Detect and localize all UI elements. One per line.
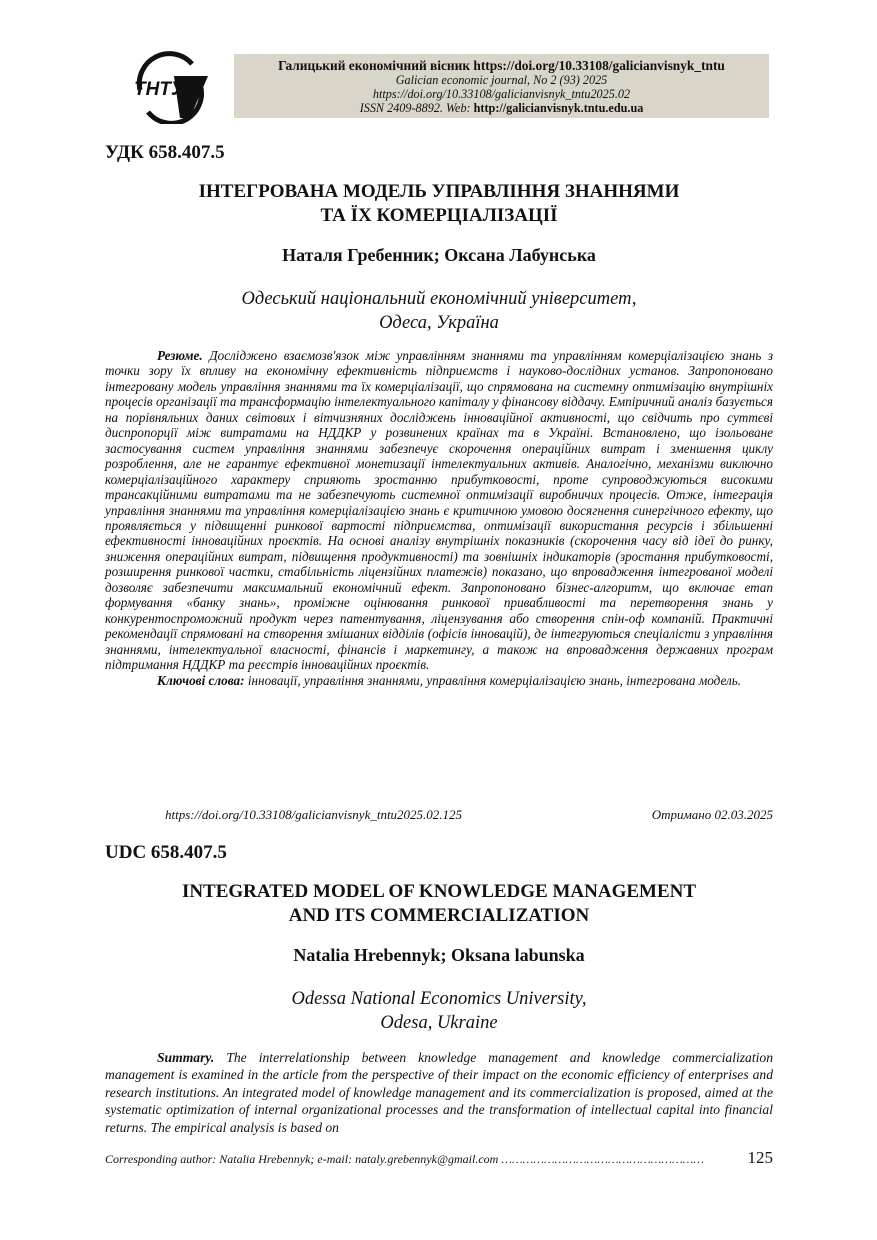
issue-doi: https://doi.org/10.33108/galicianvisnyk_tntu2025.02 [372,87,631,101]
issn-line [234,101,769,115]
authors-en: Natalia Hrebennyk; Oksana labunska [293,945,585,965]
affiliation-en-line1: Odessa National Economics University, [291,989,587,1009]
received-date: Отримано 02.03.2025 [651,807,773,822]
abstract-text: Досліджено взаємозв'язок між управлінням знаннями та управлінням комерціалізацією знань з точки зору їх впливу на економічну ефективність підприємств і науково-дослідних установ. Запропоновано інтегровану модель управління знаннями та їх комерціалізації, що спрямована на системну оптимізацію внутрішніх процесів організації та трансформацію інтелектуального капіталу у фінансову віддачу. Емпіричний аналіз базується на порівняльних даних світових і вітчизняних досліджень інноваційної активності, що свідчить про суттєві диспропорції між витратами на НДДКР у розвинених країнах та в Україні. Встановлено, що ізольоване застосування систем управління знаннями забезпечує скорочення операційних витрат і зменшення циклу розроблення, але не гарантує ефективної монетизації інтелектуальних активів. Аналогічно, механізми виключно комерціалізаційного характеру сприяють зростанню прибутковості, проте супроводжуються високими трансакційними витратами та не забезпечують системної оптимізації виробничих процесів. Отже, інтеграція управління знаннями та управління комерціалізацією знань є критичною умовою досягнення синергічного ефекту, що проявляється у підвищенні ринкової вартості підприємства, оптимізації використання ресурсів і збільшенні ефективності інноваційних проєктів. На основі аналізу внутрішніх показників (скорочення часу від ідеї до ринку, зниження операційних витрат, підвищення продуктивності) та зовнішніх індикаторів (зростання прибутковості, розширення ринкової частки, стабільність ліцензійних платежів) показано, що впровадження інтегрованої моделі дозволяє забезпечити максимальний економічний ефект. Запропоновано бізнес-алгоритм, що включає етап формування «банку знань», проміжне оцінювання ринкової привабливості та перетворення знань у конкурентоспроможний продукт через патентування, ліцензування або створення спін-оф компаній. Практичні рекомендації спрямовані на створення змішаних відділів (офісів інновацій), де інтегруються спеціалісти з управління знаннями, інтелектуальної власності, фінансів і маркетингу, а також на впровадження державних програм підтримання НДДКР та реєстрів інноваційних проєктів. [105,348,773,673]
title-en-line2: AND ITS COMMERCIALIZATION [288,905,590,926]
journal-web-link[interactable]: http://galicianvisnyk.tntu.edu.ua [473,101,644,115]
corresponding-author: Corresponding author: Natalia Hrebennyk; e-mail: nataly.grebennyk@gmail.com [105,1152,499,1166]
affiliation-en [105,987,773,1035]
title-ua-line1: ІНТЕГРОВАНА МОДЕЛЬ УПРАВЛІННЯ ЗНАННЯМИ [198,181,680,202]
footer-dots: ………………………………………………… [501,1152,705,1166]
summary-en [105,1049,773,1136]
page-footer [105,1148,773,1167]
abstract-paragraph [105,348,773,673]
page-number: 125 [747,1148,773,1167]
affiliation-ua [105,287,773,335]
affiliation-ua-line2: Одеса, Україна [379,313,499,333]
udc-ua: УДК 658.407.5 [105,142,225,163]
keywords-paragraph [105,673,773,688]
keywords-label: Ключові слова: [157,672,245,688]
journal-en: Galician economic journal, No 2 (93) 2025 [395,73,608,87]
affiliation-ua-line1: Одеський національний економічний університет, [241,289,637,309]
abstract-label: Резюме. [157,348,203,363]
keywords-text: інновації, управління знаннями, управління комерціалізацією знань, інтегрована модель. [247,672,742,688]
title-ua-line2: ТА ЇХ КОМЕРЦІАЛІЗАЦІЇ [320,205,558,226]
title-en-line1: INTEGRATED MODEL OF KNOWLEDGE MANAGEMENT [181,881,697,902]
abstract-ua [105,348,773,688]
tntu-logo [130,50,210,124]
article-doi[interactable]: https://doi.org/10.33108/galicianvisnyk_tntu2025.02.125 [165,807,463,822]
logo-text: ТНТУ [134,79,184,100]
title-en [105,880,773,928]
issn-label: ISSN 2409-8892. Web: [359,101,471,115]
authors-ua: Наталя Гребенник; Оксана Лабунська [282,245,596,265]
summary-label: Summary. [157,1050,215,1065]
title-ua [105,180,773,228]
journal-header-box [234,54,769,118]
affiliation-en-line2: Odesa, Ukraine [380,1013,498,1033]
summary-text: The interrelationship between knowledge management and knowledge commercialization management is examined in the article from the perspective of their impact on the economic efficiency of enterprises and research institutions. An integrated model of knowledge management and its commercialization is proposed, aimed at the systematic optimization of internal organizational processes and the transformation of intellectual capital into financial returns. The empirical analysis is based on [105,1050,773,1135]
udc-en: UDC 658.407.5 [105,842,227,863]
journal-line: Галицький економічний вісник https://doi.org/10.33108/galicianvisnyk_tntu [278,58,725,73]
summary-paragraph [105,1049,773,1136]
